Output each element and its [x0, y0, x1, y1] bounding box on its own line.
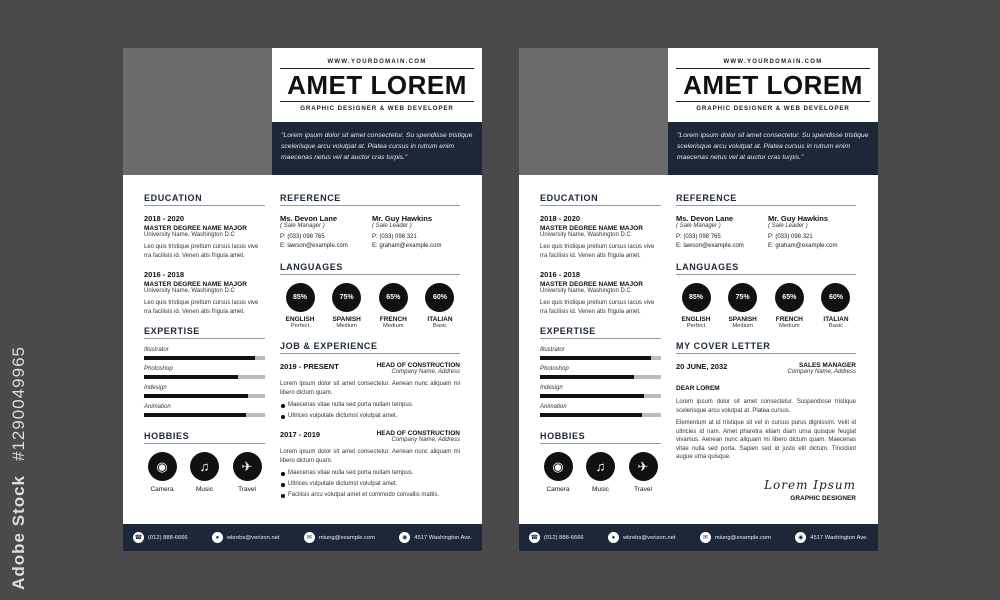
expertise-heading: EXPERTISE	[144, 326, 265, 339]
skill-name: Photoshop	[540, 366, 569, 372]
language-percent: 65%	[775, 283, 804, 312]
skill-name: Indesign	[144, 385, 167, 391]
skill-name: Animation	[144, 404, 171, 410]
divider	[280, 101, 474, 102]
job-title: HEAD OF CONSTRUCTION	[376, 430, 460, 437]
address-text: 4517 Washington Ave.	[414, 534, 472, 541]
phone-icon: ☎	[529, 532, 540, 543]
right-column	[676, 193, 856, 502]
edu-years: 2018 - 2020	[540, 214, 581, 223]
edu-years: 2016 - 2018	[540, 270, 581, 279]
edu-degree: MASTER DEGREE NAME MAJOR	[540, 281, 643, 288]
hobby-label: Travel	[634, 486, 652, 493]
mail-icon: ✉	[700, 532, 711, 543]
letter-paragraph: Lorem ipsum dolor sit amet consectetur. Suspendisse tristique scelerisque arcu volutpat at. Platea cursus.	[676, 399, 856, 414]
skill-bar-fill	[540, 375, 634, 379]
education-heading: EDUCATION	[540, 193, 661, 206]
language-item	[327, 283, 367, 329]
language-percent: 75%	[728, 283, 757, 312]
plane-icon: ✈	[233, 452, 262, 481]
job-text: Lorem ipsum dolor sit amet consectetur. Aenean nunc aliquam mi libero dictum quam.	[280, 449, 460, 464]
letter-company: Company Name, Address	[787, 369, 856, 375]
edu-text: Leo quis tristique pretium cursus lacus vive rra facilisis id. Venen atis frigula amet.	[144, 300, 259, 315]
skill-bar-fill	[144, 394, 248, 398]
language-percent: 60%	[425, 283, 454, 312]
skill-item	[144, 347, 265, 360]
divider	[676, 101, 870, 102]
hobby-item	[626, 452, 660, 493]
hobby-item	[541, 452, 575, 493]
reference-item	[280, 214, 368, 250]
domain-text: WWW.YOURDOMAIN.COM	[327, 59, 427, 65]
reference-list	[280, 214, 460, 250]
education-item	[144, 214, 265, 260]
photo-placeholder	[123, 48, 272, 175]
job-header	[280, 362, 460, 375]
footer-phone	[529, 532, 584, 543]
letter-date: 20 JUNE, 2032	[676, 362, 728, 371]
ref-phone: P: (033) 098 321	[768, 234, 813, 240]
email-text: miung@example.com	[714, 534, 771, 541]
edu-text: Leo quis tristique pretium cursus lacus vive rra facilisis id. Venen atis frigula amet.	[540, 300, 655, 315]
skill-bar-fill	[540, 413, 642, 417]
footer-address	[399, 532, 472, 543]
person-name: AMET LOREM	[287, 70, 467, 100]
language-level: Basic	[432, 323, 448, 329]
skill-item	[144, 385, 265, 398]
hobby-item	[230, 452, 264, 493]
job-item	[280, 362, 460, 422]
skill-name: Photoshop	[144, 366, 173, 372]
language-item	[816, 283, 856, 329]
language-item	[420, 283, 460, 329]
letter-paragraph: Elementum at id tristique sit vel in cursus purus dignissim. Velit id ultricies id nam. Amet pharetra etiam diam urna quisque feugiat vivamus. Aenean nunc aliquam mi libero dictum quam. Maecenas vitae nulla sed porta. Sapien sed id justo elit dictum. Tincidunt augue urna quisque.	[676, 420, 856, 460]
hobby-label: Travel	[238, 486, 256, 493]
person-name: AMET LOREM	[683, 70, 863, 100]
music-icon: ♫	[586, 452, 615, 481]
title-box	[668, 48, 878, 122]
hobbies-row	[144, 452, 265, 493]
language-item	[373, 283, 413, 329]
job-company: Company Name, Address	[391, 369, 460, 375]
skill-bar	[144, 356, 265, 360]
web-text: wkrebs@verizon.net	[226, 534, 280, 541]
ref-email: E: lawson@example.com	[280, 242, 348, 249]
skill-bar	[144, 375, 265, 379]
skill-item	[540, 366, 661, 379]
language-level: Perfect	[686, 323, 706, 329]
job-period: 2017 - 2019	[280, 430, 321, 439]
skill-bar-fill	[144, 356, 255, 360]
music-icon: ♫	[190, 452, 219, 481]
hobby-item	[188, 452, 222, 493]
job-bullets	[280, 400, 460, 422]
ref-name: Ms. Devon Lane	[280, 214, 338, 223]
address-text: 4517 Washington Ave.	[810, 534, 868, 541]
language-name: FRENCH	[379, 316, 407, 323]
language-percent: 85%	[286, 283, 315, 312]
letter-greeting: DEAR LOREM	[676, 385, 720, 392]
location-icon: ◉	[795, 532, 806, 543]
edu-text: Leo quis tristique pretium cursus lacus vive rra facilisis id. Venen atis frigula amet.	[540, 244, 655, 259]
edu-years: 2018 - 2020	[144, 214, 185, 223]
letter-position: SALES MANAGER	[798, 362, 856, 369]
hobby-item	[145, 452, 179, 493]
hobby-item	[584, 452, 618, 493]
reference-list	[676, 214, 856, 250]
language-list	[676, 283, 856, 329]
user-icon: ●	[212, 532, 223, 543]
intro-quote: "Lorem ipsum dolor sit amet consectetur. Su spendisse tristique scelerisque arcu volutpat at. Platea cursus in rutrum enim maecenas netus vel at auctor cras turpis."	[272, 122, 482, 175]
left-column	[540, 193, 661, 493]
skill-bar	[540, 356, 661, 360]
job-header	[280, 430, 460, 443]
job-title: HEAD OF CONSTRUCTION	[376, 362, 460, 369]
resume-page	[123, 48, 482, 551]
language-level: Medium	[732, 323, 753, 329]
ref-email: E: graham@example.com	[372, 242, 442, 249]
edu-university: University Name, Washington D.C	[540, 288, 631, 294]
phone-icon: ☎	[133, 532, 144, 543]
language-list	[280, 283, 460, 329]
right-column	[280, 193, 460, 509]
language-percent: 85%	[682, 283, 711, 312]
camera-icon: ◉	[544, 452, 573, 481]
language-level: Basic	[828, 323, 844, 329]
languages-heading: LANGUAGES	[676, 262, 856, 275]
location-icon: ◉	[399, 532, 410, 543]
language-percent: 75%	[332, 283, 361, 312]
skill-bar	[540, 394, 661, 398]
phone-text: (012) 888-6666	[544, 534, 584, 541]
reference-heading: REFERENCE	[676, 193, 856, 206]
intro-quote: "Lorem ipsum dolor sit amet consectetur. Su spendisse tristique scelerisque arcu volutpat at. Platea cursus in rutrum enim maecenas netus vel at auctor cras turpis."	[668, 122, 878, 175]
job-bullet: Maecenas vitae nulla sed porta nullam tempus.	[280, 468, 460, 479]
reference-item	[768, 214, 856, 250]
skill-bar-fill	[540, 356, 651, 360]
skill-name: Illustrator	[540, 347, 565, 353]
signature-title: GRAPHIC DESIGNER	[790, 494, 856, 502]
job-bullet: Maecenas vitae nulla sed porta nullam tempus.	[280, 400, 460, 411]
skill-bar	[144, 394, 265, 398]
education-item	[144, 270, 265, 316]
divider	[676, 68, 870, 69]
expertise-heading: EXPERTISE	[540, 326, 661, 339]
footer-web	[608, 532, 676, 543]
person-role: GRAPHIC DESIGNER & WEB DEVELOPER	[696, 105, 850, 112]
ref-email: E: lawson@example.com	[676, 242, 744, 249]
job-period: 2019 - PRESENT	[280, 362, 339, 371]
job-bullet: Ultrices vulputate dictumst volutpat amet.	[280, 479, 460, 490]
ref-role: ( Sale Manager )	[280, 223, 325, 229]
edu-text: Leo quis tristique pretium cursus lacus vive rra facilisis id. Venen atis frigula amet.	[144, 244, 259, 259]
job-bullets	[280, 468, 460, 501]
person-role: GRAPHIC DESIGNER & WEB DEVELOPER	[300, 105, 454, 112]
language-name: SPANISH	[728, 316, 757, 323]
ref-name: Mr. Guy Hawkins	[372, 214, 433, 223]
language-level: Medium	[383, 323, 404, 329]
ref-name: Mr. Guy Hawkins	[768, 214, 829, 223]
education-item	[540, 270, 661, 316]
skill-name: Indesign	[540, 385, 563, 391]
contact-footer	[123, 524, 482, 551]
skill-bar	[540, 375, 661, 379]
footer-web	[212, 532, 280, 543]
edu-degree: MASTER DEGREE NAME MAJOR	[144, 225, 247, 232]
web-text: wkrebs@verizon.net	[622, 534, 676, 541]
reference-item	[372, 214, 460, 250]
education-heading: EDUCATION	[144, 193, 265, 206]
hobby-label: Music	[592, 486, 609, 493]
jobs-heading: JOB & EXPERIENCE	[280, 341, 460, 354]
reference-heading: REFERENCE	[280, 193, 460, 206]
skill-item	[540, 404, 661, 417]
footer-address	[795, 532, 868, 543]
edu-degree: MASTER DEGREE NAME MAJOR	[540, 225, 643, 232]
skill-item	[144, 404, 265, 417]
ref-email: E: graham@example.com	[768, 242, 838, 249]
language-level: Perfect	[290, 323, 310, 329]
language-item	[769, 283, 809, 329]
job-bullet: Facilisis arcu volutpat amet et commodo convallis mattis.	[280, 490, 460, 501]
skill-item	[540, 347, 661, 360]
plane-icon: ✈	[629, 452, 658, 481]
language-name: FRENCH	[775, 316, 803, 323]
cover-letter-page	[519, 48, 878, 551]
language-level: Medium	[336, 323, 357, 329]
letter-header	[676, 362, 856, 375]
language-item	[280, 283, 320, 329]
edu-university: University Name, Washington D.C	[540, 232, 631, 238]
footer-email	[700, 532, 771, 543]
stock-id: #1290049965	[9, 346, 28, 462]
cover-letter-heading: MY COVER LETTER	[676, 341, 856, 354]
footer-email	[304, 532, 375, 543]
edu-years: 2016 - 2018	[144, 270, 185, 279]
hobbies-row	[540, 452, 661, 493]
language-name: ENGLISH	[681, 316, 711, 323]
ref-name: Ms. Devon Lane	[676, 214, 734, 223]
language-percent: 65%	[379, 283, 408, 312]
title-box	[272, 48, 482, 122]
edu-degree: MASTER DEGREE NAME MAJOR	[144, 281, 247, 288]
left-column	[144, 193, 265, 493]
skill-bar	[540, 413, 661, 417]
skill-bar-fill	[540, 394, 644, 398]
language-name: SPANISH	[332, 316, 361, 323]
user-icon: ●	[608, 532, 619, 543]
edu-university: University Name, Washington D.C	[144, 232, 235, 238]
languages-heading: LANGUAGES	[280, 262, 460, 275]
hobbies-heading: HOBBIES	[144, 431, 265, 444]
hobby-label: Music	[196, 486, 213, 493]
skill-bar-fill	[144, 413, 246, 417]
domain-text: WWW.YOURDOMAIN.COM	[723, 59, 823, 65]
edu-university: University Name, Washington D.C	[144, 288, 235, 294]
ref-role: ( Sale Leader )	[372, 223, 412, 229]
language-name: ENGLISH	[285, 316, 315, 323]
ref-phone: P: (033) 098 765	[676, 234, 721, 240]
language-item	[723, 283, 763, 329]
language-level: Medium	[779, 323, 800, 329]
language-name: ITALIAN	[427, 316, 453, 323]
camera-icon: ◉	[148, 452, 177, 481]
skill-name: Animation	[540, 404, 567, 410]
signature: Lorem Ipsum	[764, 477, 856, 492]
hobby-label: Camera	[150, 486, 174, 493]
skill-bar	[144, 413, 265, 417]
ref-phone: P: (033) 098 765	[280, 234, 325, 240]
phone-text: (012) 888-6666	[148, 534, 188, 541]
stock-brand: Adobe Stock	[9, 475, 28, 590]
stock-watermark	[4, 0, 34, 600]
language-percent: 60%	[821, 283, 850, 312]
mail-icon: ✉	[304, 532, 315, 543]
language-item	[676, 283, 716, 329]
ref-phone: P: (033) 098 321	[372, 234, 417, 240]
reference-item	[676, 214, 764, 250]
skill-bar-fill	[144, 375, 238, 379]
hobbies-heading: HOBBIES	[540, 431, 661, 444]
job-bullet: Ultrices vulputate dictumst volutpat amet.	[280, 411, 460, 422]
photo-placeholder	[519, 48, 668, 175]
footer-phone	[133, 532, 188, 543]
skill-item	[144, 366, 265, 379]
contact-footer	[519, 524, 878, 551]
skill-name: Illustrator	[144, 347, 169, 353]
education-item	[540, 214, 661, 260]
job-text: Lorem ipsum dolor sit amet consectetur. Aenean nunc aliquam mi libero dictum quam.	[280, 381, 460, 396]
email-text: miung@example.com	[318, 534, 375, 541]
language-name: ITALIAN	[823, 316, 849, 323]
job-company: Company Name, Address	[391, 437, 460, 443]
ref-role: ( Sale Manager )	[676, 223, 721, 229]
hobby-label: Camera	[546, 486, 570, 493]
skill-item	[540, 385, 661, 398]
job-item	[280, 430, 460, 501]
divider	[280, 68, 474, 69]
ref-role: ( Sale Leader )	[768, 223, 808, 229]
